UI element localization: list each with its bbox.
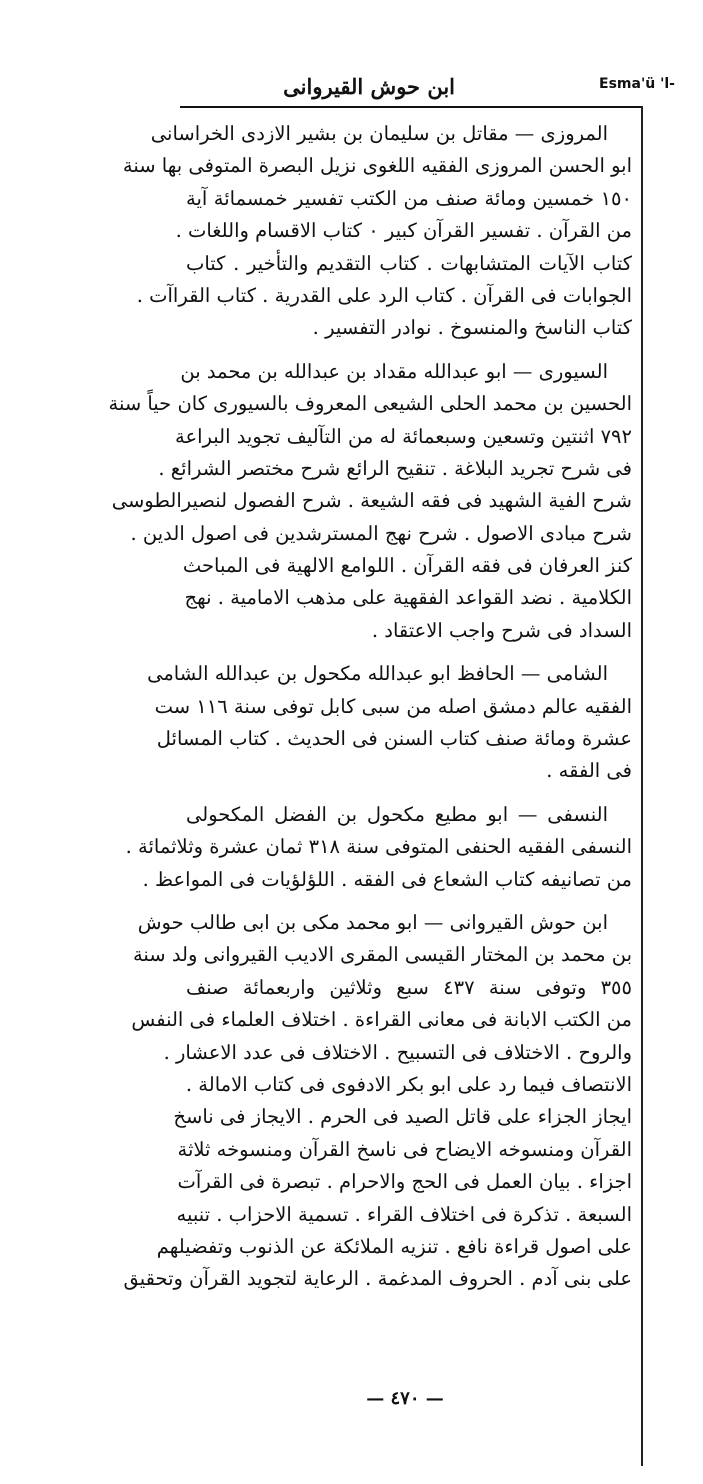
biography-entry bbox=[123, 907, 632, 1296]
text-line: ابو الحسن المروزى الفقيه اللغوى نزيل البصرة المتوفى بها سنة bbox=[122, 154, 632, 178]
header-rule bbox=[180, 106, 642, 108]
page-number: — ٤٧٠ — bbox=[366, 1388, 444, 1409]
header-title: ابن حوش القيروانى bbox=[283, 74, 455, 99]
text-line: من تصانيفه كتاب الشعاع فى الفقه . اللؤلؤيات فى المواعظ . bbox=[142, 867, 632, 891]
text-line: على بنى آدم . الحروف المدغمة . الرعاية لتجويد القرآن وتحقيق bbox=[123, 1267, 632, 1291]
text-line: الانتصاف فيما رد على ابو بكر الادفوى فى كتاب الامالة . bbox=[185, 1072, 632, 1096]
margin-rule bbox=[641, 106, 643, 1466]
text-line: كتاب الآيات المتشابهات . كتاب التقديم والتأخير . كتاب bbox=[186, 251, 632, 275]
text-line: ٣٥٥ وتوفى سنة ٤٣٧ سبع وثلاثين واربعمائة صنف bbox=[186, 975, 632, 999]
text-line: من الكتب الابانة فى معانى القراءة . اختلاف العلماء فى النفس bbox=[131, 1008, 632, 1032]
text-line: بن محمد بن المختار القيسى المقرى الاديب القيروانى ولد سنة bbox=[132, 943, 632, 967]
text-line: ايجاز الجزاء على قاتل الصيد فى الحرم . الايجاز فى ناسخ bbox=[173, 1105, 632, 1129]
text-line: ١٥٠ خمسين ومائة صنف من الكتب تفسير خمسمائة آية bbox=[186, 186, 632, 210]
running-header bbox=[180, 72, 675, 102]
body-text bbox=[108, 118, 632, 1408]
text-line: عشرة ومائة صنف كتاب السنن فى الحديث . كتاب المسائل bbox=[156, 727, 632, 751]
entry-heading-line: المروزى — مقاتل بن سليمان بن بشير الازدى الخراسانى bbox=[150, 122, 608, 145]
biography-entry bbox=[125, 799, 632, 896]
text-line: ٧٩٢ اثنتين وتسعين وسبعمائة له من التآليف تجويد البراعة bbox=[174, 424, 632, 448]
text-line: الفقيه عالم دمشق اصله من سبى كابل توفى سنة ١١٦ ست bbox=[154, 694, 632, 718]
text-line: من القرآن . تفسير القرآن كبير ٠ كتاب الاقسام واللغات . bbox=[175, 219, 632, 243]
entry-heading-line: السيورى — ابو عبدالله مقداد بن عبدالله بن محمد بن bbox=[180, 359, 608, 383]
text-line: الكلامية . نضد القواعد الفقهية على مذهب الامامية . نهج bbox=[184, 586, 632, 610]
text-line: القرآن ومنسوخه الايضاح فى ناسخ القرآن ومنسوخه ثلاثة bbox=[177, 1137, 632, 1161]
entry-heading-line: ابن حوش القيروانى — ابو محمد مكى بن ابى طالب حوش bbox=[137, 910, 608, 934]
text-line: السداد فى شرح واجب الاعتقاد . bbox=[371, 618, 632, 642]
text-line: شرح مبادى الاصول . شرح نهج المسترشدين فى اصول الدين . bbox=[130, 521, 632, 545]
text-line: الجوابات فى القرآن . كتاب الرد على القدرية . كتاب القراآت . bbox=[136, 283, 632, 307]
biography-entry bbox=[122, 118, 632, 345]
biography-entry bbox=[108, 356, 632, 648]
text-line: كنز العرفان فى فقه القرآن . اللوامع الالهية فى المباحث bbox=[182, 554, 632, 578]
entry-heading-line: الشامى — الحافظ ابو عبدالله مكحول بن عبدالله الشامى bbox=[147, 662, 608, 686]
text-line: فى الفقه . bbox=[546, 759, 632, 783]
entry-heading-line: النسفى — ابو مطيع مكحول بن الفضل المكحولى bbox=[186, 802, 608, 826]
header-marker: Esma'ü 'l- bbox=[599, 76, 675, 92]
text-line: والروح . الاختلاف فى التسبيح . الاختلاف فى عدد الاعشار . bbox=[163, 1040, 632, 1064]
text-line: السبعة . تذكرة فى اختلاف القراء . تسمية الاحزاب . تنبيه bbox=[176, 1202, 632, 1226]
biography-entry bbox=[147, 658, 632, 788]
text-line: النسفى الفقيه الحنفى المتوفى سنة ٣١٨ ثمان عشرة وثلاثمائة . bbox=[125, 835, 632, 859]
text-line: شرح الفية الشهيد فى فقه الشيعة . شرح الفصول لنصيرالطوسى bbox=[111, 489, 632, 513]
text-line: فى شرح تجريد البلاغة . تنقيح الرائع شرح مختصر الشرائع . bbox=[158, 456, 632, 480]
text-line: اجزاء . بيان العمل فى الحج والاحرام . تبصرة فى القرآت bbox=[177, 1170, 632, 1194]
text-line: على اصول قراءة نافع . تنزيه الملائكة عن الذنوب وتفضيلهم bbox=[156, 1234, 632, 1258]
text-line: كتاب الناسخ والمنسوخ . نوادر التفسير . bbox=[312, 316, 632, 340]
text-line: الحسين بن محمد الحلى الشيعى المعروف بالسيورى كان حياً سنة bbox=[108, 392, 632, 416]
